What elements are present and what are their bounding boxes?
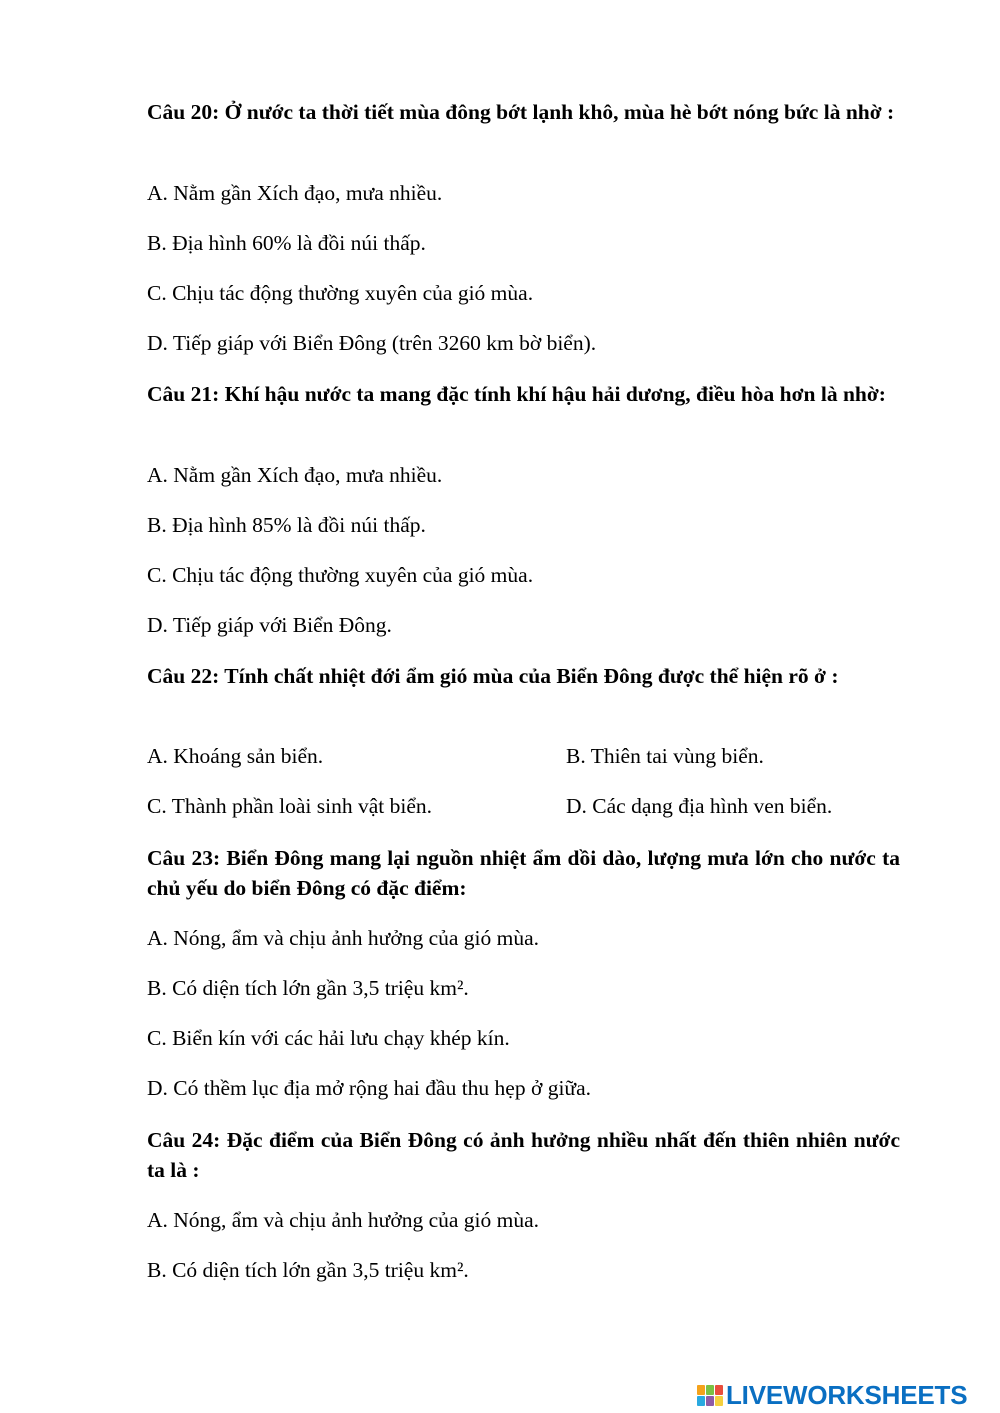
question-23-option-a: A. Nóng, ẩm và chịu ảnh hưởng của gió mùa.	[147, 926, 540, 950]
logo-tile	[697, 1396, 705, 1406]
liveworksheets-logo-icon	[697, 1385, 723, 1406]
question-23-option-d: D. Có thềm lục địa mở rộng hai đầu thu hẹp ở giữa.	[147, 1076, 592, 1100]
question-21-option-c: C. Chịu tác động thường xuyên của gió mùa.	[147, 563, 534, 587]
question-20-option-b: B. Địa hình 60% là đồi núi thấp.	[147, 231, 426, 255]
question-22-option-c: C. Thành phần loài sinh vật biển.	[147, 794, 433, 818]
question-22-option-b: B. Thiên tai vùng biển.	[566, 744, 764, 768]
question-24-option-b: B. Có diện tích lớn gần 3,5 triệu km².	[147, 1258, 469, 1282]
question-21-option-a: A. Nằm gần Xích đạo, mưa nhiều.	[147, 463, 443, 487]
question-20-title: Câu 20: Ở nước ta thời tiết mùa đông bớt lạnh khô, mùa hè bớt nóng bức là nhờ :	[147, 100, 895, 124]
question-24-option-a: A. Nóng, ẩm và chịu ảnh hưởng của gió mùa.	[147, 1208, 540, 1232]
question-22-option-d: D. Các dạng địa hình ven biển.	[566, 794, 833, 818]
logo-tile	[706, 1396, 714, 1406]
question-21-option-b: B. Địa hình 85% là đồi núi thấp.	[147, 513, 426, 537]
liveworksheets-logo	[697, 1378, 967, 1412]
question-20-option-d: D. Tiếp giáp với Biển Đông (trên 3260 km bờ biển).	[147, 331, 597, 355]
question-21-title: Câu 21: Khí hậu nước ta mang đặc tính khí hậu hải dương, điều hòa hơn là nhờ:	[147, 382, 886, 406]
question-23-option-b: B. Có diện tích lớn gần 3,5 triệu km².	[147, 976, 469, 1000]
question-23-title: Câu 23: Biển Đông mang lại nguồn nhiệt ẩm dồi dào, lượng mưa lớn cho nước ta chủ yếu do biển Đông có đặc điểm:	[147, 846, 900, 900]
question-23-option-c: C. Biển kín với các hải lưu chạy khép kín.	[147, 1026, 510, 1050]
logo-tile	[715, 1385, 723, 1395]
logo-tile	[715, 1396, 723, 1406]
logo-tile	[706, 1385, 714, 1395]
question-22-title: Câu 22: Tính chất nhiệt đới ẩm gió mùa của Biển Đông được thể hiện rõ ở :	[147, 664, 839, 688]
question-22-option-a: A. Khoáng sản biển.	[147, 744, 324, 768]
question-20-option-c: C. Chịu tác động thường xuyên của gió mùa.	[147, 281, 534, 305]
logo-tile	[697, 1385, 705, 1395]
question-20-option-a: A. Nằm gần Xích đạo, mưa nhiều.	[147, 181, 443, 205]
question-24-title: Câu 24: Đặc điểm của Biển Đông có ảnh hưởng nhiều nhất đến thiên nhiên nước ta là :	[147, 1128, 900, 1182]
question-21-option-d: D. Tiếp giáp với Biển Đông.	[147, 613, 392, 637]
liveworksheets-logo-text: LIVEWORKSHEETS	[726, 1380, 968, 1410]
